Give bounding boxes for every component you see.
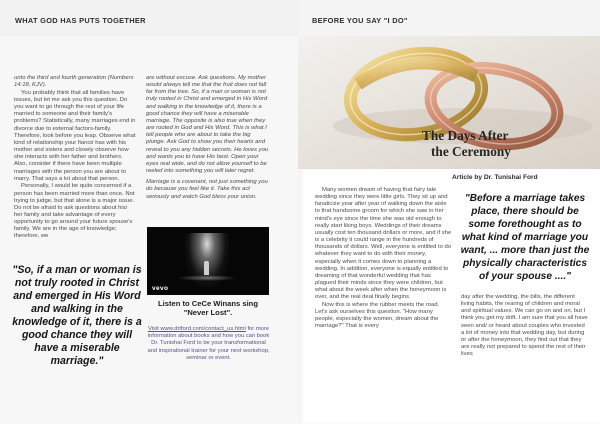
paragraph: You probably think that all families have issues, but let me ask you this question. Do you want to go through the rest of your life married to someone and their family's problems? Statistically, many marriages end in divorce due to external factors-family. Therefore, look before you leap. Observe what kind of relationship your fiancé has with his mother and sisters and closely observe how she interacts with her father and brothers. Also, consider if there have been multiple marriages with the person you are about to marry. That says a lot about that person.	[14, 89, 136, 182]
right-column-2	[461, 294, 589, 359]
paragraph: Now this is where the rubber meets the road. Let's ask ourselves this question. "How many people, especially the women, dream about the marriage?" That is every	[315, 302, 440, 330]
video-thumbnail[interactable]	[147, 227, 269, 295]
paragraph: Many women dream of having that fairy tale wedding since they were little girls. They sit up and fanaticize year after year of walking down the aisle to that handsome groom for which she saw in her mind's eye since the time she was old enough to really start liking boys. Weddings of their dreams usually cost ten thousand dollars or more, and if she is a celebrity it could range in the hundreds of thousands of dollars. Well, everyone is entitled to do whatever they want to do with their money, especially when it comes down to planning a wedding. In addition, everyone is equally entitled to dreaming of that wonderful wedding that has plagued their minds since they were children, but what about the week after when the honeymoon is over, and the real deal finally begins.	[315, 187, 452, 301]
left-pull-quote: "So, if a man or woman is not truly rooted in Christ and emerged in His Word and walking in the knowledge of it, there is a good chance they will have a miserable marriage."	[12, 264, 142, 367]
video-caption: Listen to CeCe Winans sing "Never Lost".	[158, 299, 258, 317]
paragraph: Personally, I would be quite concerned if a person has been married more than once. Not trying to judge, but that alone is a major issue. Do not be afraid to ask questions about his/ her family and take advantage of every opportunity to go around your future spouse's family. We are in the age of knowledge; therefore, we	[14, 183, 135, 240]
left-column-1	[14, 75, 136, 241]
singer-silhouette	[204, 261, 209, 275]
right-section-title: BEFORE YOU SAY "I DO"	[312, 16, 408, 25]
paragraph: unto the third and fourth generation (Numbers 14:18, KJV).	[14, 75, 134, 89]
stage-floor-graphic	[177, 275, 237, 281]
contact-text: for more information about books and how you can book Dr. Tunishai Ford to be your transformational and inspirational trainer for your next workshop, seminar or event.	[147, 326, 270, 361]
contact-link[interactable]: Visit www.drtford.com/contact_us.html	[147, 326, 246, 332]
paragraph: Marriage is a covenant, not just something you do because you feel like it. Take this act seriously and watch God bless your union.	[146, 179, 268, 200]
contact-info	[147, 326, 270, 362]
paragraph: are without excuse. Ask questions. My mother would always tell me that the fruit does not fall far from the tree. So, if a man or woman is not truly rooted in Christ and emerged in His Word and walking in the knowledge of it, there is a good chance they will have a miserable marriage. The opposite is also true when they are rooted in God and His Word. This is what I tell people who are about to take the big plunge. Ask God to show you their hearts and reveal to you any hidden secrets. He loves you and wants you to have His best. Open your eyes real wide, and do not allow yourself to be reeled into something you will later regret.	[146, 75, 269, 175]
byline: Article by Dr. Tunishai Ford	[452, 174, 538, 181]
paragraph: day after the wedding, the bills, the different living habits, the rearing of children and moral and spiritual values. We can go on and on, but I think you get my drift. I am sure that you all have seen and/ or heard about couples who invested a lot of money into that wedding day, but during or after the honeymoon, they find out that they are really not prepared to spend the rest of their lives	[461, 294, 588, 358]
article-title-line-1: The Days After	[422, 128, 509, 143]
right-column-1	[315, 187, 453, 331]
right-pull-quote: "Before a marriage takes place, there should be some forethought as to what kind of marriage you want, ... more than just the physically characteristics of your spouse ...."	[460, 193, 590, 282]
article-title-line-2: the Ceremony	[431, 143, 511, 159]
left-column-2	[146, 75, 271, 201]
vevo-logo: vevo	[152, 285, 169, 292]
left-section-title: WHAT GOD HAS PUTS TOGETHER	[15, 16, 146, 25]
article-title	[400, 128, 600, 159]
